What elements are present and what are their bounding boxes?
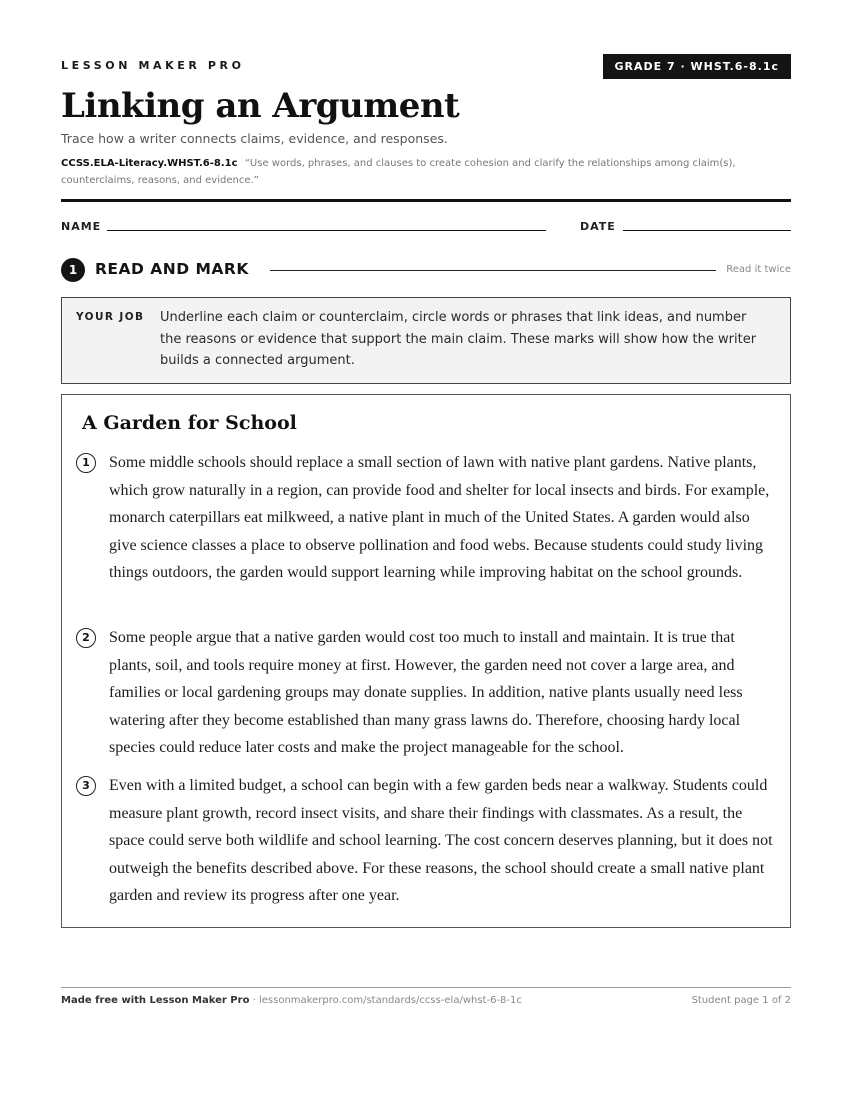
- page-subtitle: Trace how a writer connects claims, evidence, and responses.: [61, 131, 448, 146]
- brand-name: LESSON MAKER PRO: [61, 59, 245, 72]
- instructions-label: YOUR JOB: [76, 311, 145, 323]
- standard-text: “Use words, phrases, and clauses to create cohesion and clarify the relationships among claim(s), counterclaims, reasons, and evidence.”: [61, 158, 736, 186]
- standard-code: CCSS.ELA-Literacy.WHST.6-8.1c: [61, 158, 238, 169]
- name-label: NAME: [61, 220, 102, 233]
- standard-description: [61, 155, 741, 189]
- page-title: Linking an Argument: [61, 86, 460, 126]
- section-header: [61, 258, 791, 282]
- instructions-box: [61, 297, 791, 384]
- paragraph-text: Even with a limited budget, a school can begin with a few garden beds near a walkway. Students could measure plant growth, record insect visits, and share their findings with classmates. As a result, the space could serve both wildlife and school learning. The cost concern deserves planning, but it does not outweigh the benefits described above. For these reasons, the school should create a small native plant garden and review its progress after one year.: [109, 777, 773, 905]
- footer-made-with: Made free with Lesson Maker Pro: [61, 995, 250, 1006]
- paragraph-number-badge: 1: [76, 453, 96, 473]
- instructions-text: Underline each claim or counterclaim, circle words or phrases that link ideas, and number the reasons or evidence that support the main claim. These marks will show how the writer builds a connected argument.: [160, 310, 757, 368]
- name-line[interactable]: [107, 230, 546, 231]
- reading-passage: [61, 394, 791, 928]
- step-number-badge: 1: [61, 258, 85, 282]
- footer-credit: [61, 995, 522, 1006]
- section-title: READ AND MARK: [95, 260, 249, 278]
- date-label: DATE: [580, 220, 616, 233]
- date-line[interactable]: [623, 230, 791, 231]
- footer-separator: ·: [249, 995, 259, 1006]
- footer-divider: [61, 987, 791, 988]
- footer-url[interactable]: lessonmakerpro.com/standards/ccss-ela/whst-6-8-1c: [258, 995, 522, 1006]
- paragraph-number-badge: 3: [76, 776, 96, 796]
- section-note: Read it twice: [726, 264, 791, 275]
- name-date-row: [61, 220, 791, 236]
- paragraph-text: Some middle schools should replace a small section of lawn with native plant gardens. Native plants, which grow naturally in a region, can provide food and shelter for local insects and birds. For example, monarch caterpillars eat milkweed, a native plant in much of the United States. A garden would also give science classes a place to observe pollination and food webs. Because students could study living things outdoors, the garden would support learning while improving habitat on the school grounds.: [109, 454, 770, 582]
- paragraph-text: Some people argue that a native garden would cost too much to install and maintain. It is true that plants, soil, and tools require money at first. However, the garden need not cover a large area, and families or local gardening groups may donate supplies. In addition, native plants usually need less watering after they become established than many grass lawns do. Therefore, choosing hardy local species could reduce later costs and make the project manageable for the school.: [109, 629, 743, 757]
- paragraph-number-badge: 2: [76, 628, 96, 648]
- section-divider: [270, 270, 716, 271]
- worksheet-page: [61, 0, 791, 1100]
- header-divider: [61, 199, 791, 202]
- page-number: Student page 1 of 2: [691, 995, 791, 1006]
- grade-badge: GRADE 7 · WHST.6-8.1c: [603, 54, 791, 79]
- passage-title: A Garden for School: [82, 412, 297, 434]
